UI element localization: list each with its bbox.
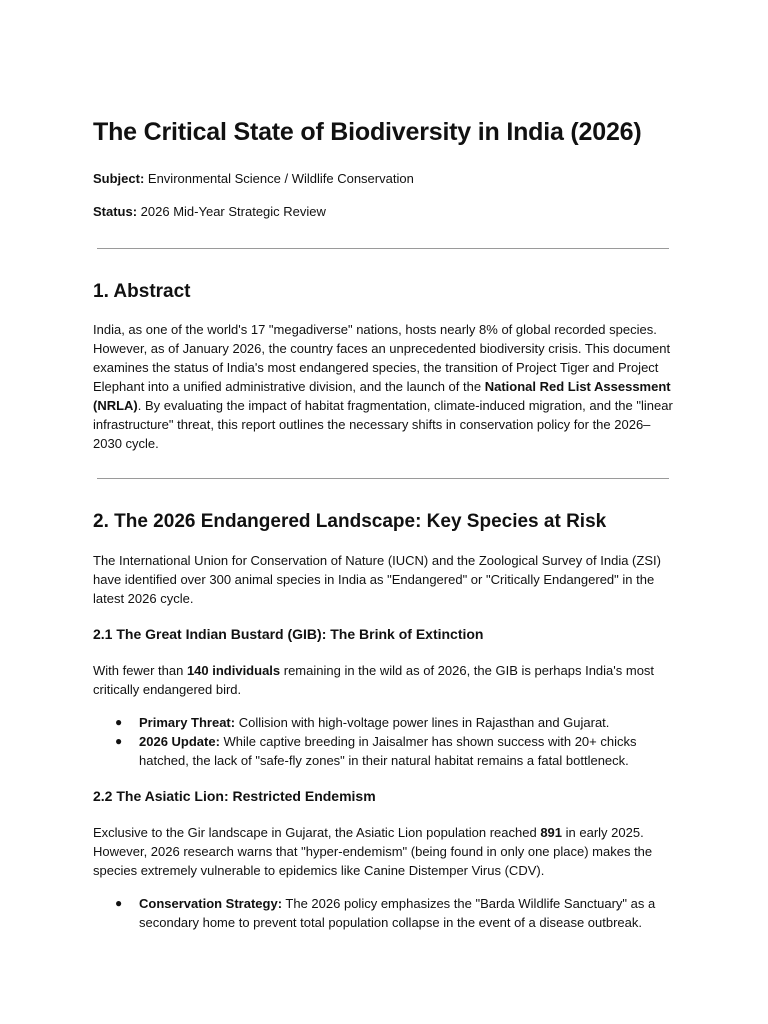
lion-bold-count: 891 [540,825,563,840]
list-item [93,894,673,932]
gib-text-1: With fewer than [93,663,187,678]
subject-line [93,170,414,188]
horizontal-divider [97,248,669,249]
status-value: 2026 Mid-Year Strategic Review [137,204,326,219]
subject-value: Environmental Science / Wildlife Conservation [144,171,414,186]
horizontal-divider [97,478,669,479]
lion-paragraph [93,823,673,880]
section-2-heading: 2. The 2026 Endangered Landscape: Key Species at Risk [93,511,607,532]
bullet-text: Collision with high-voltage power lines in Rajasthan and Gujarat. [235,715,610,730]
abstract-paragraph [93,320,673,453]
bullet-label: Conservation Strategy: [139,896,283,911]
lion-bullet-list [93,894,673,932]
bullet-label: 2026 Update: [139,734,220,749]
list-item [93,732,673,770]
status-line [93,203,326,221]
abstract-heading: 1. Abstract [93,281,191,302]
gib-paragraph [93,661,673,699]
abstract-text-1: India, as one of the world's 17 "megadiverse" nations, hosts nearly 8% of global recorded species. However, as of January 2026, the country faces an unprecedented biodiversity crisis. This document examines the status of India's most endangered species, the transition of Project Tiger and Project Elephant into a unified administrative division, and the launch of the [93,322,671,394]
status-label: Status: [93,204,138,219]
lion-text-1: Exclusive to the Gir landscape in Gujarat, the Asiatic Lion population reached [93,825,541,840]
lion-text-2: in early 2025. However, 2026 research warns that "hyper-endemism" (being found in only one place) makes the species extremely vulnerable to epidemics like Canine Distemper Virus (CDV). [93,825,653,878]
subject-label: Subject: [93,171,145,186]
list-item [93,713,673,732]
bullet-icon: ● [115,896,123,910]
bullet-text: The 2026 policy emphasizes the "Barda Wildlife Sanctuary" as a secondary home to prevent total population collapse in the event of a disease outbreak. [139,896,656,930]
section-2-intro: The International Union for Conservation of Nature (IUCN) and the Zoological Survey of India (ZSI) have identified over 300 animal species in India as "Endangered" or "Critically Endangered" in the latest 2026 cycle. [93,553,661,606]
bullet-label: Primary Threat: [139,715,236,730]
gib-bullet-list [93,713,673,770]
bullet-icon: ● [115,734,123,748]
bullet-icon: ● [115,715,123,729]
gib-text-2: remaining in the wild as of 2026, the GIB is perhaps India's most critically endangered bird. [93,663,655,697]
document-title: The Critical State of Biodiversity in India (2026) [93,118,642,146]
gib-heading: 2.1 The Great Indian Bustard (GIB): The Brink of Extinction [93,626,484,642]
abstract-text-2: . By evaluating the impact of habitat fragmentation, climate-induced migration, and the "linear infrastructure" threat, this report outlines the necessary shifts in conservation policy for the 2026–2030 cycle. [93,398,673,451]
lion-heading: 2.2 The Asiatic Lion: Restricted Endemism [93,788,376,804]
gib-bold-count: 140 individuals [186,663,281,678]
bullet-text: While captive breeding in Jaisalmer has shown success with 20+ chicks hatched, the lack of "safe-fly zones" in their natural habitat remains a fatal bottleneck. [139,734,637,768]
abstract-bold-nrla: National Red List Assessment (NRLA) [93,379,671,413]
